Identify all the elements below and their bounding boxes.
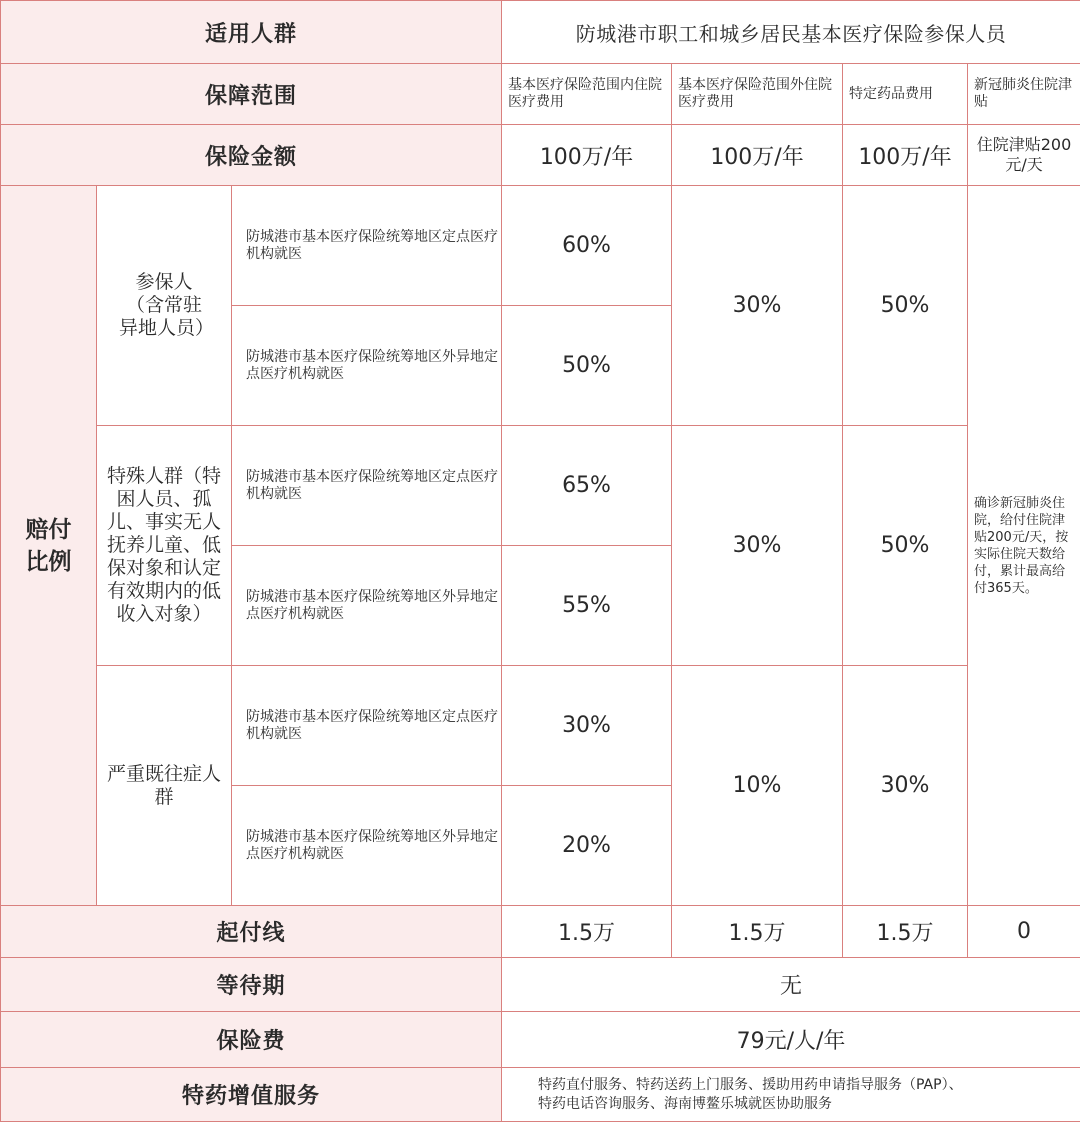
- row-group2-in: [1, 426, 1080, 546]
- group2-name: [97, 426, 232, 666]
- group2-drug: 50%: [843, 426, 968, 666]
- group2-in-pct: 65%: [502, 426, 672, 546]
- row-services: [1, 1068, 1080, 1122]
- group1-drug: 50%: [843, 186, 968, 426]
- label-premium: 保险费: [1, 1012, 502, 1068]
- group2-outside-scope: 30%: [672, 426, 843, 666]
- label-services: 特药增值服务: [1, 1068, 502, 1122]
- group3-loc-in: 防城港市基本医疗保险统筹地区定点医疗机构就医: [232, 666, 502, 786]
- row-coverage: [1, 64, 1080, 125]
- group3-loc-out: 防城港市基本医疗保险统筹地区外异地定点医疗机构就医: [232, 786, 502, 906]
- row-waiting: [1, 958, 1080, 1012]
- label-ratio: [1, 186, 97, 906]
- row-premium: [1, 1012, 1080, 1068]
- amount-covid: 住院津贴200元/天: [968, 125, 1080, 186]
- value-applicable: 防城港市职工和城乡居民基本医疗保险参保人员: [502, 1, 1080, 64]
- row-group3-in: [1, 666, 1080, 786]
- label-deductible: 起付线: [1, 906, 502, 958]
- label-ratio-text: 赔付比例: [24, 514, 74, 578]
- coverage-covid: 新冠肺炎住院津贴: [968, 64, 1080, 125]
- deductible-inside-scope: 1.5万: [502, 906, 672, 958]
- group2-loc-in: 防城港市基本医疗保险统筹地区定点医疗机构就医: [232, 426, 502, 546]
- row-deductible: [1, 906, 1080, 958]
- covid-note: 确诊新冠肺炎住院，给付住院津贴200元/天，按实际住院天数给付，累计最高给付365天。: [968, 186, 1080, 906]
- coverage-inside-scope: 基本医疗保险范围内住院医疗费用: [502, 64, 672, 125]
- group1-loc-in: 防城港市基本医疗保险统筹地区定点医疗机构就医: [232, 186, 502, 306]
- label-waiting: 等待期: [1, 958, 502, 1012]
- amount-drug: 100万/年: [843, 125, 968, 186]
- group2-name-text: 特殊人群（特困人员、孤儿、事实无人抚养儿童、低保对象和认定有效期内的低收入对象）: [107, 465, 221, 626]
- group1-loc-out: 防城港市基本医疗保险统筹地区外异地定点医疗机构就医: [232, 306, 502, 426]
- coverage-outside-scope: 基本医疗保险范围外住院医疗费用: [672, 64, 843, 125]
- value-premium: 79元/人/年: [502, 1012, 1080, 1068]
- amount-outside-scope: 100万/年: [672, 125, 843, 186]
- group2-loc-out: 防城港市基本医疗保险统筹地区外异地定点医疗机构就医: [232, 546, 502, 666]
- group3-outside-scope: 10%: [672, 666, 843, 906]
- group1-in-pct: 60%: [502, 186, 672, 306]
- deductible-drug: 1.5万: [843, 906, 968, 958]
- group1-out-pct: 50%: [502, 306, 672, 426]
- services-line-2: 特药电话咨询服务、海南博鳌乐城就医协助服务: [538, 1095, 1080, 1114]
- value-waiting: 无: [502, 958, 1080, 1012]
- group3-name: [97, 666, 232, 906]
- deductible-outside-scope: 1.5万: [672, 906, 843, 958]
- row-amount: [1, 125, 1080, 186]
- group1-name-text: 参保人（含常驻异地人员）: [119, 271, 209, 340]
- group3-drug: 30%: [843, 666, 968, 906]
- value-services: [502, 1068, 1080, 1122]
- row-group1-in: [1, 186, 1080, 306]
- coverage-drug: 特定药品费用: [843, 64, 968, 125]
- group1-outside-scope: 30%: [672, 186, 843, 426]
- label-coverage: 保障范围: [1, 64, 502, 125]
- amount-inside-scope: 100万/年: [502, 125, 672, 186]
- group3-in-pct: 30%: [502, 666, 672, 786]
- group2-out-pct: 55%: [502, 546, 672, 666]
- group3-name-text: 严重既往症人群: [107, 763, 221, 809]
- label-amount: 保险金额: [1, 125, 502, 186]
- deductible-covid: 0: [968, 906, 1080, 958]
- label-applicable: 适用人群: [1, 1, 502, 64]
- services-line-1: 特药直付服务、特药送药上门服务、援助用药申请指导服务（PAP）、: [538, 1076, 1080, 1095]
- group1-name: [97, 186, 232, 426]
- row-applicable: [1, 1, 1080, 64]
- group3-out-pct: 20%: [502, 786, 672, 906]
